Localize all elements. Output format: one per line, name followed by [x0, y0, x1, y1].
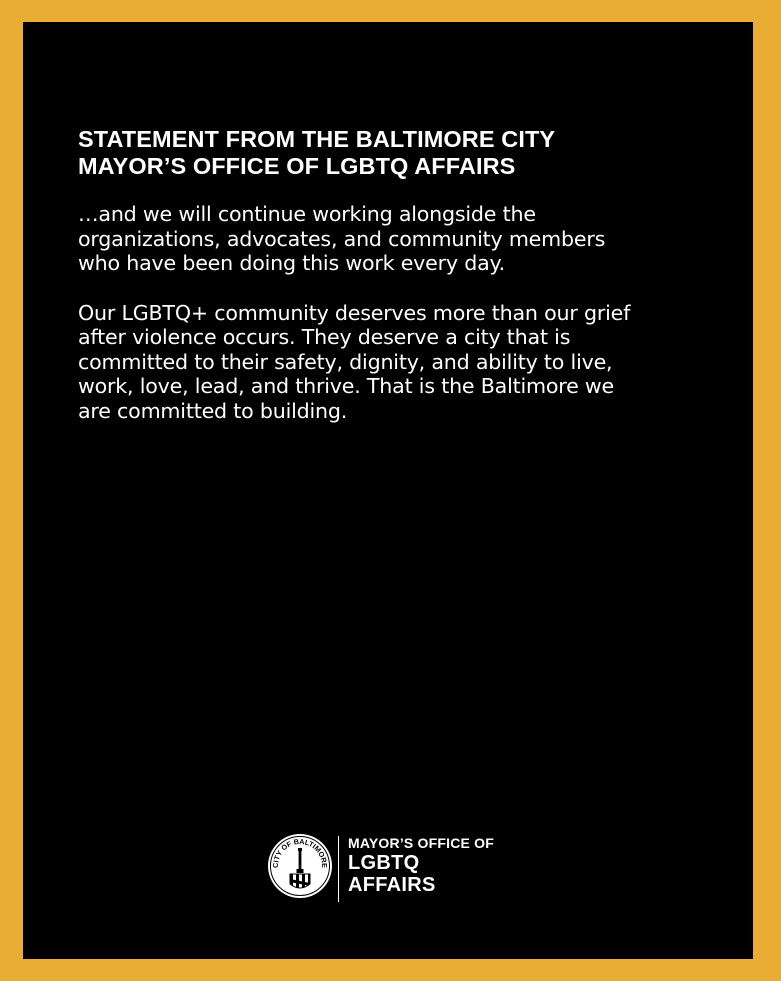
body-line: after violence occurs. They deserve a city that is	[78, 325, 571, 349]
office-logo	[266, 832, 526, 912]
logo-line: LGBTQ	[348, 852, 420, 874]
body-line: …and we will continue working alongside the	[78, 202, 536, 226]
city-of-baltimore-seal-icon	[266, 832, 334, 900]
paragraph-gap	[78, 276, 728, 301]
body-line: are committed to building.	[78, 398, 348, 423]
statement-panel	[23, 22, 753, 959]
body-line: work, love, lead, and thrive. That is the Baltimore we	[78, 374, 615, 398]
body-line: committed to their safety, dignity, and ability to live,	[78, 349, 613, 374]
body-line: Our LGBTQ+ community deserves more than our grief	[78, 300, 631, 325]
logo-line: AFFAIRS	[348, 874, 436, 896]
statement-body	[78, 202, 728, 423]
title-line: MAYOR’S OFFICE OF LGBTQ AFFAIRS	[78, 153, 516, 179]
logo-line: MAYOR’S OFFICE OF	[348, 835, 495, 851]
body-line: who have been doing this work every day.	[78, 251, 505, 275]
statement-title	[78, 126, 698, 180]
logo-divider	[338, 836, 339, 902]
svg-text:CITY OF BALTIMORE: CITY OF BALTIMORE	[270, 836, 330, 869]
title-line: STATEMENT FROM THE BALTIMORE CITY	[78, 126, 556, 152]
logo-wordmark	[348, 834, 494, 896]
body-line: organizations, advocates, and community members	[78, 226, 606, 251]
